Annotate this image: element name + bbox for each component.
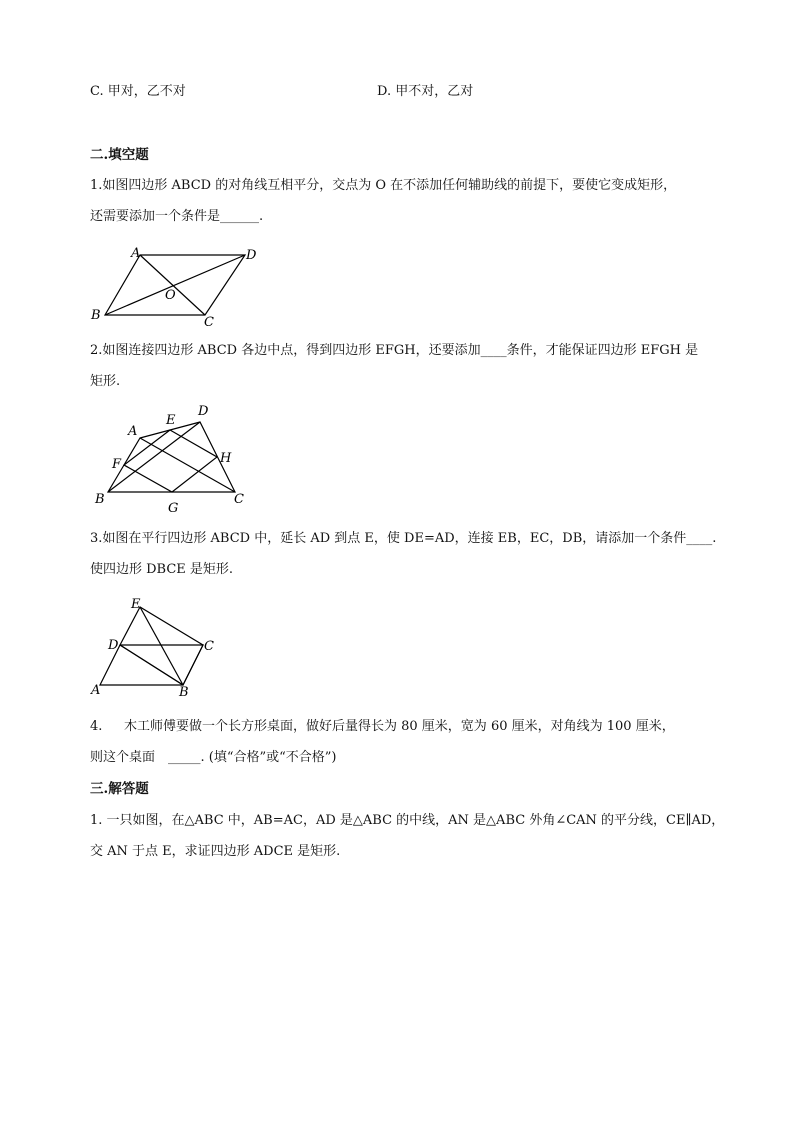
figure-rectangle-dbce <box>88 595 223 700</box>
label-d: D <box>246 248 257 263</box>
label-b: B <box>179 685 189 700</box>
label-a: A <box>91 683 101 698</box>
question-2-line-2: 矩形. <box>90 374 121 389</box>
quadrilateral-efgh <box>124 430 217 492</box>
label-f: F <box>112 457 122 472</box>
label-g: G <box>168 501 179 516</box>
label-e: E <box>166 413 176 428</box>
option-d: D. 甲不对，乙对 <box>377 84 474 99</box>
label-d: D <box>108 638 119 653</box>
label-c: C <box>234 492 244 507</box>
figure-quadrilateral-efgh <box>90 400 260 515</box>
diagonal-bd <box>105 255 245 315</box>
question-1-line-1: 1.如图四边形 ABCD 的对角线互相平分，交点为 O 在不添加任何辅助线的前提下，要使它变成矩形， <box>90 178 677 193</box>
label-o: O <box>165 288 176 303</box>
label-a: A <box>131 246 141 261</box>
segment-eb <box>140 607 183 685</box>
label-d: D <box>198 404 209 419</box>
solve-question-1-line-2: 交 AN 于点 E，求证四边形 ADCE 是矩形. <box>90 844 341 859</box>
label-b: B <box>95 492 105 507</box>
question-3-line-2: 使四边形 DBCE 是矩形. <box>90 562 234 577</box>
solve-question-1-line-1: 1. 一只如图，在△ABC 中，AB=AC，AD 是△ABC 的中线，AN 是△ABC 外角∠CAN 的平分线，CE∥AD， <box>90 813 725 828</box>
label-e: E <box>131 597 141 612</box>
option-c: C. 甲对，乙不对 <box>90 84 186 99</box>
segment-db <box>120 645 183 685</box>
question-3-line-1: 3.如图在平行四边形 ABCD 中，延长 AD 到点 E，使 DE=AD，连接 EB，EC，DB，请添加一个条件____. <box>90 531 717 546</box>
figure-parallelogram-abcd <box>85 240 265 330</box>
diagonal-ac <box>140 255 205 315</box>
question-4-line-1: 木工师傅要做一个长方形桌面，做好后量得长为 80 厘米，宽为 60 厘米，对角线为 100 厘米， <box>124 719 675 734</box>
section-heading-solve: 三.解答题 <box>90 781 149 797</box>
question-2-line-1: 2.如图连接四边形 ABCD 各边中点，得到四边形 EFGH，还要添加____条件，才能保证四边形 EFGH 是 <box>90 343 699 358</box>
label-c: C <box>204 639 214 654</box>
label-c: C <box>204 315 214 330</box>
question-1-line-2: 还需要添加一个条件是______. <box>90 209 264 224</box>
label-a: A <box>128 424 138 439</box>
label-b: B <box>91 308 101 323</box>
label-h: H <box>220 451 232 466</box>
section-heading-fill-in: 二.填空题 <box>90 147 149 163</box>
question-4-number: 4. <box>90 719 103 734</box>
question-4-line-2: 则这个桌面 _____. (填“合格”或“不合格”) <box>90 750 337 765</box>
